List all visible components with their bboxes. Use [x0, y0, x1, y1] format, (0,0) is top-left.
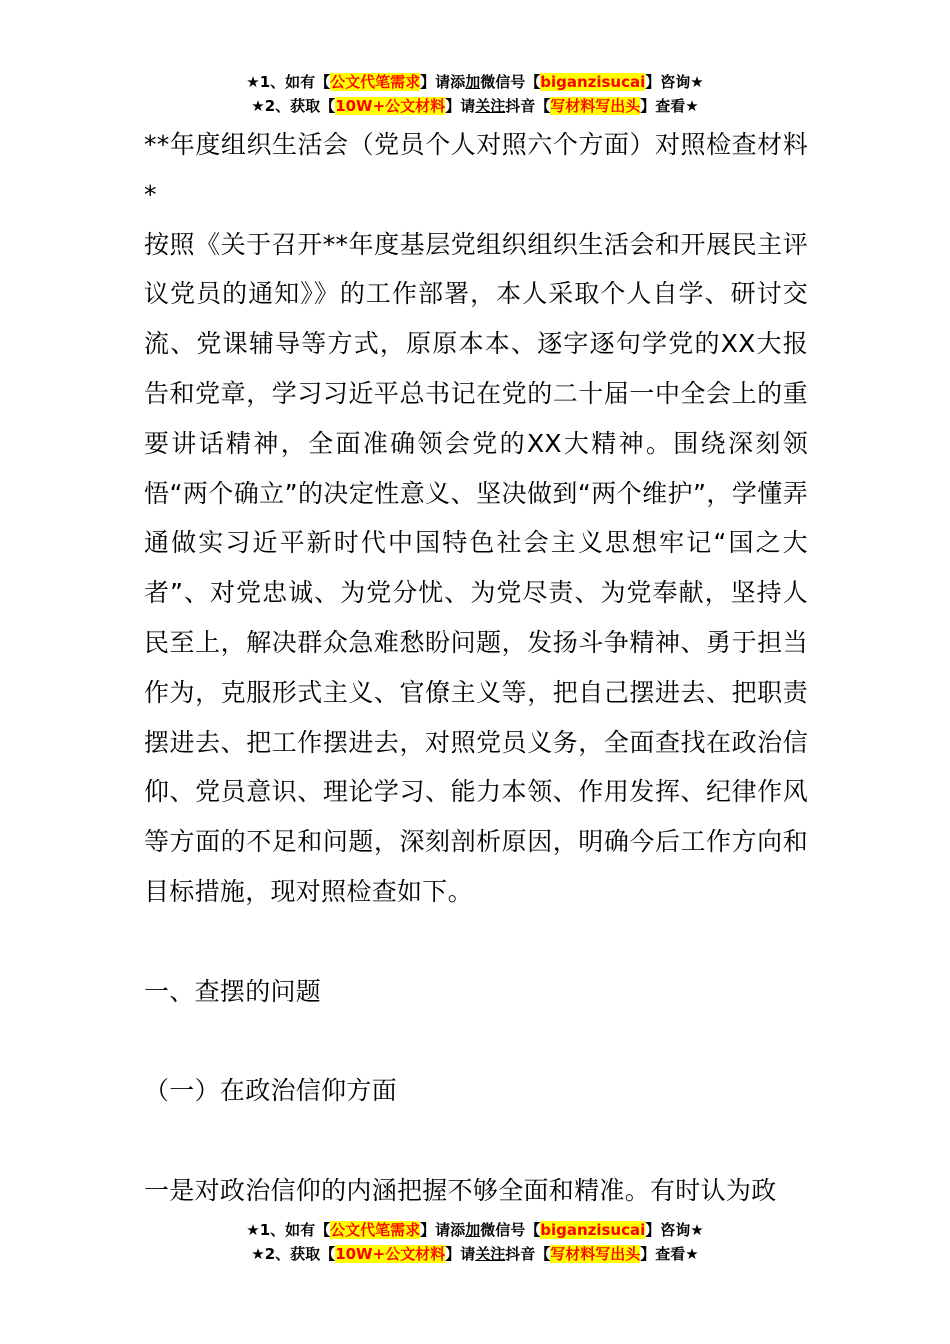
douyin-id-highlight: 写材料写出头: [550, 1245, 641, 1263]
promo-underlined-text: 关注: [475, 1245, 506, 1263]
document-body: [144, 120, 808, 1216]
intro-paragraph: 按照《关于召开**年度基层党组织组织生活会和开展民主评议党员的通知》》的工作部署，本人采取个人自学、研讨交流、党课辅导等方式，原原本本、逐字逐句学党的XX大报告和党章，学习习近平总书记在党的二十届一中全会上的重要讲话精神，全面准确领会党的XX大精神。围绕深刻领悟“两个确立”的决定性意义、坚决做到“两个维护”，学懂弄通做实习近平新时代中国特色社会主义思想牢记“国之大者”、对党忠诚、为党分忧、为党尽责、为党奉献，坚持人民至上，解决群众急难愁盼问题，发扬斗争精神、勇于担当作为，克服形式主义、官僚主义等，把自己摆进去、把职责摆进去、把工作摆进去，对照党员义务，全面查找在政治信仰、党员意识、理论学习、能力本领、作用发挥、纪律作风等方面的不足和问题，深刻剖析原因，明确今后工作方向和目标措施，现对照检查如下。: [144, 229, 808, 906]
promo-underlined-text: 关注: [475, 97, 506, 115]
promo-text: 】查看★: [640, 1245, 699, 1263]
section-heading: 一、查摆的问题: [144, 976, 322, 1006]
promo-text: 】咨询★: [645, 73, 704, 91]
promo-text: ★2、获取【: [251, 1245, 336, 1263]
promo-text: ★2、获取【: [251, 97, 336, 115]
douyin-id-highlight: 写材料写出头: [550, 97, 641, 115]
promo-line-2: [0, 1242, 950, 1266]
promo-underlined-text: 加: [465, 73, 481, 91]
promo-line-1: [0, 70, 950, 94]
wechat-id-highlight: biganzisucai: [540, 1221, 646, 1239]
promo-text: 】咨询★: [645, 1221, 704, 1239]
promo-highlight: 10W+公文材料: [335, 97, 446, 115]
promo-text: 】查看★: [640, 97, 699, 115]
promo-text: 微信号【: [480, 1221, 541, 1239]
promo-text: 抖音【: [505, 97, 551, 115]
promo-line-2: [0, 94, 950, 118]
promo-text: 】请添: [420, 73, 466, 91]
promo-text: 】请添: [420, 1221, 466, 1239]
promo-highlight: 公文代笔需求: [330, 73, 421, 91]
subsection-heading: （一）在政治信仰方面: [144, 1076, 398, 1106]
wechat-id-highlight: biganzisucai: [540, 73, 646, 91]
promo-highlight: 公文代笔需求: [330, 1221, 421, 1239]
promo-text: 】请: [445, 1245, 476, 1263]
promo-text: 】请: [445, 97, 476, 115]
spacer: [144, 1116, 808, 1166]
promo-text: 抖音【: [505, 1245, 551, 1263]
spacer: [144, 917, 808, 967]
document-title: **年度组织生活会（党员个人对照六个方面）对照检查材料*: [144, 130, 808, 209]
promo-highlight: 10W+公文材料: [335, 1245, 446, 1263]
promo-text: ★1、如有【: [246, 73, 331, 91]
promo-line-1: [0, 1218, 950, 1242]
body-paragraph: 一是对政治信仰的内涵把握不够全面和精准。有时认为政: [144, 1175, 777, 1205]
promo-underlined-text: 加: [465, 1221, 481, 1239]
promo-text: 微信号【: [480, 73, 541, 91]
promo-banner-top: [0, 70, 950, 118]
promo-text: ★1、如有【: [246, 1221, 331, 1239]
promo-banner-bottom: [0, 1218, 950, 1266]
spacer: [144, 1016, 808, 1066]
